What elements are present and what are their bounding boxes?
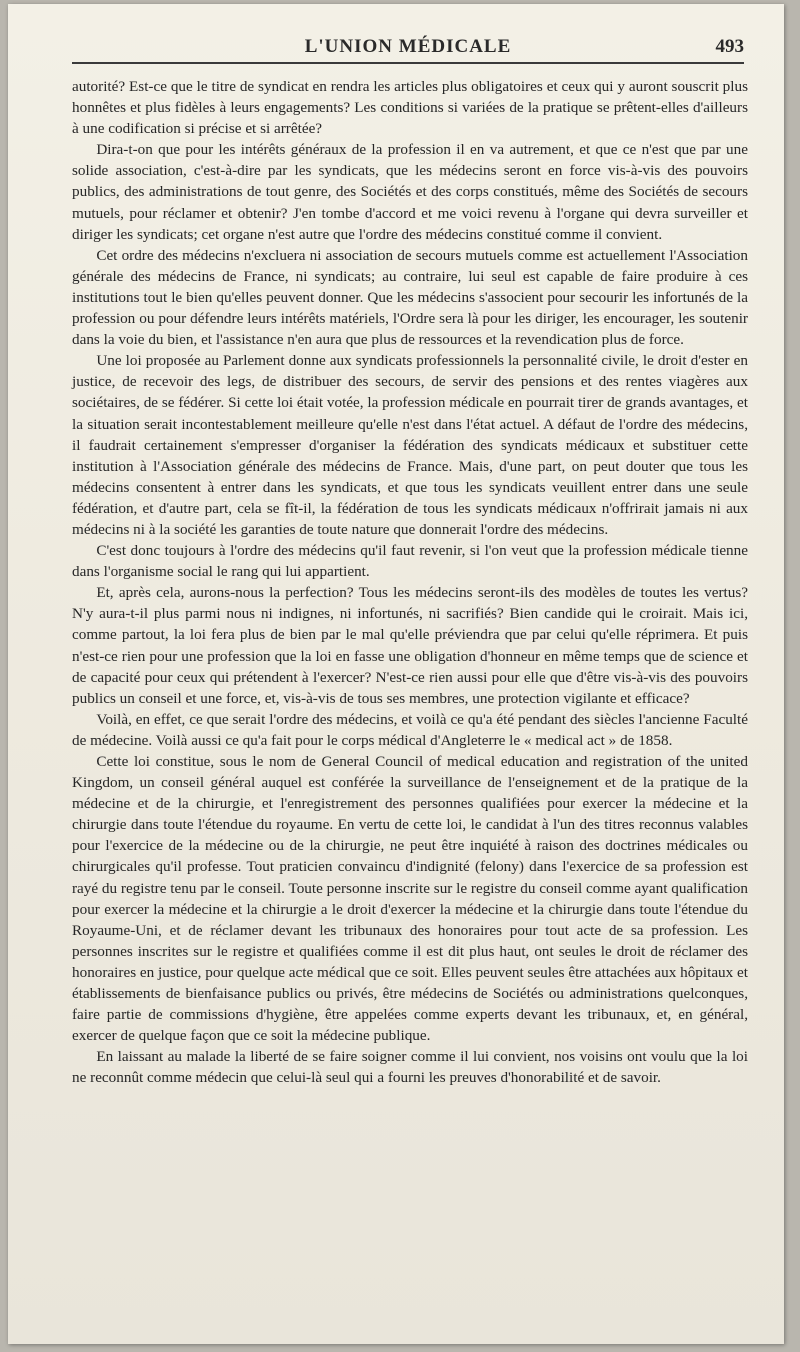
paragraph: C'est donc toujours à l'ordre des médecins qu'il faut revenir, si l'on veut que la profession médicale tienne dans l'organisme social le rang qui lui appartient. xyxy=(72,542,748,581)
journal-page xyxy=(8,4,784,1344)
paragraph: Cette loi constitue, sous le nom de General Council of medical education and registration of the united Kingdom, un conseil général auquel est conférée la surveillance de l'enseignement et de la pratique de la médecine et de la chirurgie, et l'enregistrement des personnes qualifiées pour exercer la médecine et la chirurgie dans toute l'étendue du royaume. En vertu de cette loi, le candidat à l'un des titres reconnus valables pour l'exercice de la médecine ou de la chirurgie, ne peut être inquiété à raison des doctrines médicales ou chirurgicales qu'il professe. Tout praticien convaincu d'indignité (felony) dans l'exercice de sa profession est rayé du registre tenu par le conseil. Toute personne inscrite sur le registre du conseil comme ayant qualification pour exercer la médecine et la chirurgie a le droit d'exercer la médecine et la chirurgie dans toute l'étendue du Royaume-Uni, et de réclamer devant les tribunaux des honoraires pour tout acte de sa profession. Les personnes inscrites sur le registre et qualifiées comme il est dit plus haut, ont seules le droit de réclamer des honoraires en justice, pour quelque acte médical que ce soit. Elles peuvent seules être attachées aux hôpitaux et établissements de bienfaisance publics ou privés, être médecins de Sociétés ou administrations quelconques, faire partie de commissions d'hygiène, être appelées comme experts devant les tribunaux, et, en général, exercer de quelque façon que ce soit la médecine publique. xyxy=(72,753,749,1045)
page-number: 493 xyxy=(715,36,744,57)
page-header xyxy=(72,32,744,64)
paragraph: Cet ordre des médecins n'excluera ni association de secours mutuels comme est actuellement l'Association générale des médecins de France, ni syndicats; au contraire, lui seul est capable de faire produire à ces institutions tout le bien qu'elles peuvent donner. Que les médecins s'associent pour secourir les infortunés de la profession ou pour défendre leurs intérêts matériels, l'Ordre sera là pour les diriger, les encourager, les soutenir dans la voie du bien, et l'assistance n'en aura que plus de ressources et la revendication plus de force. xyxy=(72,246,748,349)
running-title: L'UNION MÉDICALE xyxy=(304,36,512,57)
paragraph: Et, après cela, aurons-nous la perfection? Tous les médecins seront-ils des modèles de toutes les vertus? N'y aura-t-il plus parmi nous ni indignes, ni infortunés, ni sacrifiés? Bien candide qui le croirait. Mais ici, comme partout, la loi fera plus de bien par le mal qu'elle préviendra que par celui qu'elle réprimera. Et puis n'est-ce rien pour une profession que la loi en fasse une obligation d'honneur en même temps que de science et de capacité pour ceux qui prétendent à l'exercer? N'est-ce rien aussi pour elle que d'être vis-à-vis des pouvoirs publics un conseil et une force, et, vis-à-vis de tous ses membres, une protection vigilante et efficace? xyxy=(72,584,748,707)
paragraph: En laissant au malade la liberté de se faire soigner comme il lui convient, nos voisins ont voulu que la loi ne reconnût comme médecin que celui-là seul qui a fourni les preuves d'honorabilité et de savoir. xyxy=(72,1048,748,1087)
paragraph: Une loi proposée au Parlement donne aux syndicats professionnels la personnalité civile, le droit d'ester en justice, de recevoir des legs, de distribuer des secours, de servir des pensions et des rentes viagères aux sociétaires, de se fédérer. Si cette loi était votée, la profession médicale en pourrait tirer de grands avantages, et la situation serait incontestablement meilleure qu'elle n'est dans l'état actuel. A défaut de l'ordre des médecins, il faudrait certainement s'empresser d'organiser la fédération des syndicats médicaux et substituer cette institution à l'Association générale des médecins de France. Mais, d'une part, on peut douter que tous les médecins consentent à entrer dans les syndicats, et que tous les syndicats veuillent entrer dans une seule fédération, et d'autre part, cela se fît-il, la fédération de tous les syndicats médicaux n'offrirait jamais ni aux médecins ni à la société les garanties de toute nature que donnerait l'ordre des médecins. xyxy=(72,352,748,538)
paragraph: Voilà, en effet, ce que serait l'ordre des médecins, et voilà ce qu'a été pendant des siècles l'ancienne Faculté de médecine. Voilà aussi ce qu'a fait pour le corps médical d'Angleterre le « medical act » de 1858. xyxy=(72,710,748,749)
paragraph: Dira-t-on que pour les intérêts généraux de la profession il en va autrement, et que ce n'est que par une solide association, c'est-à-dire par les syndicats, que les médecins seront en force vis-à-vis des pouvoirs publics, des administrations de tout genre, des Sociétés et des corps constitués, même des Sociétés de secours mutuels, pour réclamer et obtenir? J'en tombe d'accord et me voici revenu à l'organe qui devra surveiller et diriger les syndicats; cet organe n'est autre que l'ordre des médecins constitué comme il convient. xyxy=(72,141,748,243)
article-body xyxy=(72,76,748,1089)
paragraph: autorité? Est-ce que le titre de syndicat en rendra les articles plus obligatoires et ceux qui y auront souscrit plus honnêtes et plus fidèles à leurs engagements? Les conditions si variées de la pratique se prêtent-elles d'ailleurs à une codification si précise et si arrêtée? xyxy=(72,78,748,138)
